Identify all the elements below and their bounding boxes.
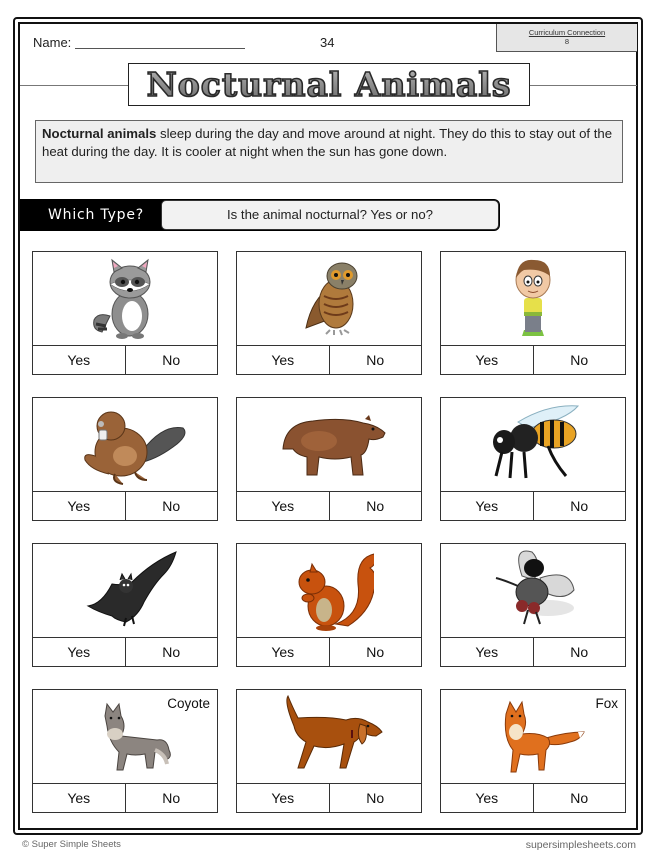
beaver-icon — [33, 398, 217, 491]
animal-caption: Fox — [595, 696, 618, 711]
no-option[interactable]: No — [570, 498, 589, 514]
yes-option[interactable]: Yes — [33, 346, 126, 374]
no-option[interactable]: No — [366, 352, 385, 368]
intro-paragraph — [35, 120, 623, 183]
fly-icon — [441, 544, 625, 637]
card-beaver — [32, 397, 218, 521]
card-coyote — [32, 689, 218, 813]
card-dog — [236, 689, 422, 813]
intro-text: sleep during the day and move around at night. They do this to stay out of the heat during the day. It is cooler at night when the sun has gone down. — [42, 126, 613, 159]
answer-row — [237, 345, 421, 374]
yes-option[interactable]: Yes — [237, 638, 330, 666]
name-label: Name: — [33, 35, 72, 50]
yes-option[interactable]: Yes — [237, 346, 330, 374]
bear-icon — [237, 398, 421, 491]
answer-row — [237, 783, 421, 812]
no-option[interactable]: No — [570, 352, 589, 368]
page-title — [128, 63, 530, 106]
yes-option[interactable]: Yes — [441, 346, 534, 374]
no-option[interactable]: No — [162, 352, 181, 368]
no-option[interactable]: No — [162, 790, 181, 806]
no-option[interactable]: No — [366, 790, 385, 806]
no-option[interactable]: No — [162, 498, 181, 514]
curriculum-label: Curriculum Connection — [528, 28, 606, 37]
no-option[interactable]: No — [570, 790, 589, 806]
owl-icon — [237, 252, 421, 345]
answer-row — [441, 491, 625, 520]
website-link[interactable]: supersimplesheets.com — [525, 839, 636, 851]
bat-icon — [33, 544, 217, 637]
answer-row — [237, 491, 421, 520]
no-option[interactable]: No — [570, 644, 589, 660]
yes-option[interactable]: Yes — [33, 784, 126, 812]
card-boy — [440, 251, 626, 375]
answer-row — [33, 637, 217, 666]
squirrel-icon — [237, 544, 421, 637]
raccoon-icon — [33, 252, 217, 345]
yes-option[interactable]: Yes — [237, 784, 330, 812]
answer-row — [441, 345, 625, 374]
card-bat — [32, 543, 218, 667]
card-raccoon — [32, 251, 218, 375]
no-option[interactable]: No — [162, 644, 181, 660]
card-fox — [440, 689, 626, 813]
answer-row — [441, 637, 625, 666]
intro-bold-term: Nocturnal animals — [42, 126, 157, 141]
dog-icon — [237, 690, 421, 783]
yes-option[interactable]: Yes — [237, 492, 330, 520]
yes-option[interactable]: Yes — [441, 784, 534, 812]
animal-caption: Coyote — [167, 696, 210, 711]
card-squirrel — [236, 543, 422, 667]
answer-row — [237, 637, 421, 666]
yes-option[interactable]: Yes — [441, 492, 534, 520]
copyright-text: © Super Simple Sheets — [22, 839, 121, 850]
yes-option[interactable]: Yes — [33, 492, 126, 520]
instruction-question: Is the animal nocturnal? Yes or no? — [161, 200, 499, 230]
page-number: 34 — [320, 35, 335, 50]
card-fly — [440, 543, 626, 667]
instruction-label: Which Type? — [48, 207, 145, 223]
curriculum-connection-box — [496, 24, 637, 52]
page-title-text: Nocturnal Animals — [146, 64, 512, 104]
no-option[interactable]: No — [366, 498, 385, 514]
answer-row — [33, 345, 217, 374]
yes-option[interactable]: Yes — [441, 638, 534, 666]
answer-row — [33, 491, 217, 520]
card-owl — [236, 251, 422, 375]
name-field[interactable] — [33, 35, 245, 51]
boy-icon — [441, 252, 625, 345]
bee-icon — [441, 398, 625, 491]
answer-row — [33, 783, 217, 812]
yes-option[interactable]: Yes — [33, 638, 126, 666]
card-bee — [440, 397, 626, 521]
answer-row — [441, 783, 625, 812]
curriculum-number: 8 — [564, 37, 570, 46]
no-option[interactable]: No — [366, 644, 385, 660]
name-blank-line[interactable] — [75, 33, 245, 49]
card-bear — [236, 397, 422, 521]
